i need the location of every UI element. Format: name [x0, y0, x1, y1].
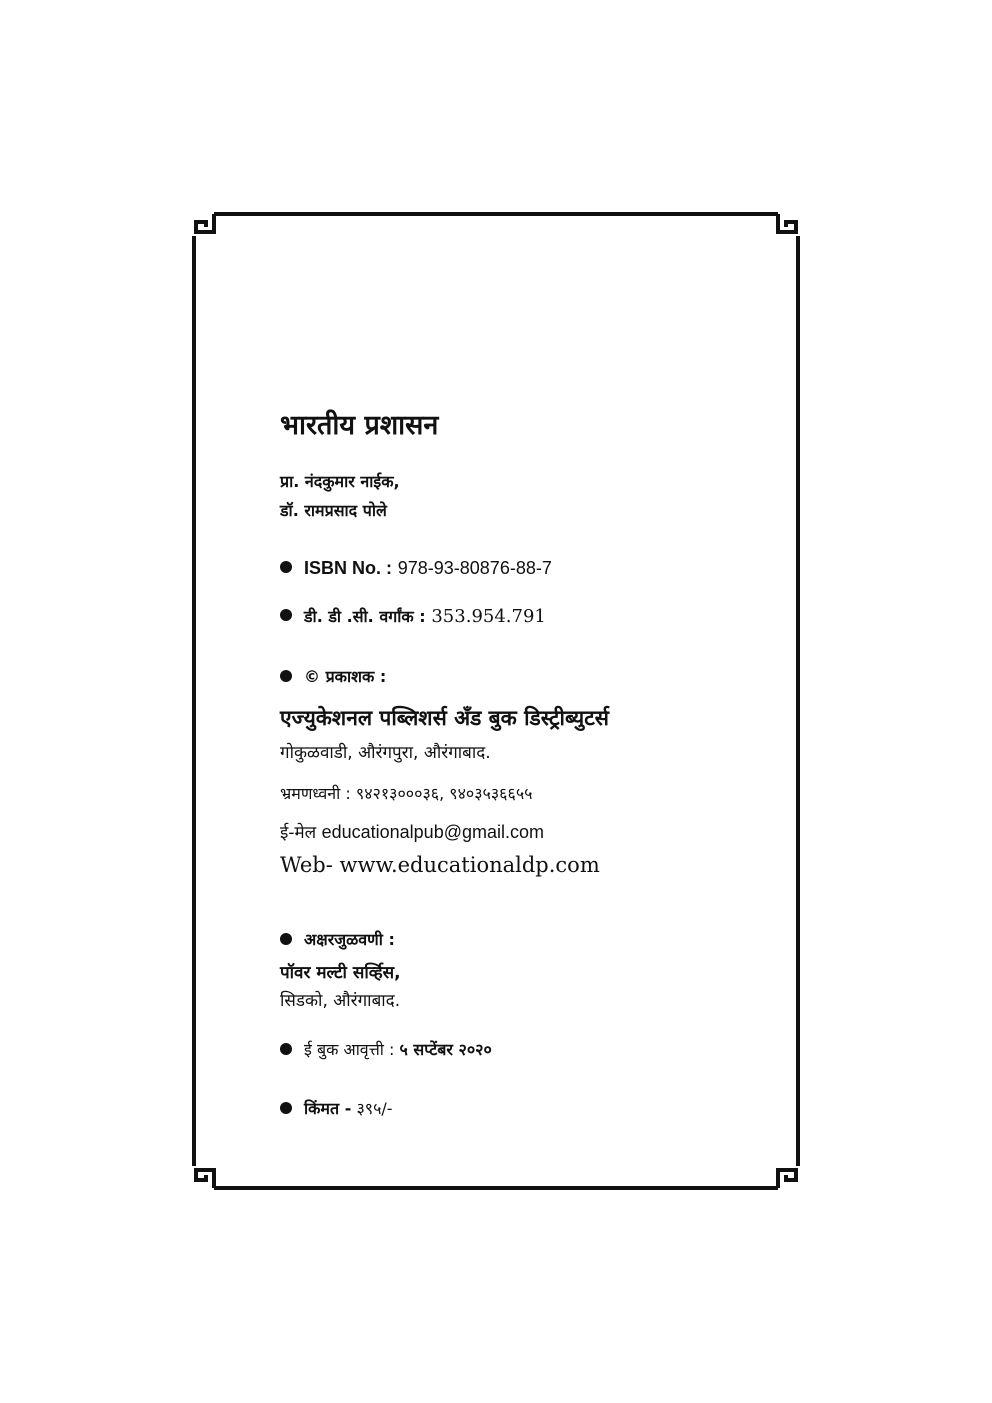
- bullet-icon: [280, 1102, 292, 1114]
- bullet-icon: [280, 561, 292, 573]
- price-label: किंमत -: [304, 1099, 352, 1118]
- typesetting-address: सिडको, औरंगाबाद.: [280, 991, 401, 1011]
- bullet-icon: [280, 670, 292, 682]
- author-2: डॉ. रामप्रसाद पोले: [280, 501, 387, 520]
- bullet-icon: [280, 609, 292, 621]
- ebook-edition-line: [280, 1038, 492, 1060]
- phone-number: ९४२१३०००३६, ९४०३५३६६५५: [355, 784, 533, 803]
- ddc-value: 353.954.791: [431, 606, 546, 627]
- publisher-label-line: [280, 665, 386, 687]
- email-line: [280, 820, 544, 843]
- typesetting-name: पॉवर मल्टी सर्व्हिस,: [280, 963, 401, 983]
- email-label: ई-मेल: [280, 823, 317, 843]
- ebook-edition-label: ई बुक आवृत्ती :: [304, 1040, 395, 1059]
- bullet-icon: [280, 1043, 292, 1055]
- publisher-address: गोकुळवाडी, औरंगपुरा, औरंगाबाद.: [280, 743, 491, 763]
- author-1: प्रा. नंदकुमार नाईक,: [280, 472, 400, 491]
- bullet-icon: [280, 933, 292, 945]
- book-title: भारतीय प्रशासन: [280, 410, 439, 441]
- website: Web- www.educationaldp.com: [280, 853, 600, 877]
- isbn-line: [280, 558, 552, 579]
- ebook-edition-date: ५ सप्टेंबर २०२०: [399, 1040, 492, 1059]
- email-address: educationalpub@gmail.com: [321, 822, 544, 842]
- isbn-value: 978-93-80876-88-7: [397, 558, 552, 578]
- phone-label: भ्रमणध्वनी :: [280, 784, 351, 803]
- price-line: [280, 1097, 393, 1119]
- typesetting-label: अक्षरजुळवणी :: [304, 930, 395, 949]
- publisher-name: एज्युकेशनल पब्लिशर्स अँड बुक डिस्ट्रीब्युटर्स: [280, 706, 609, 730]
- publisher-label: © प्रकाशक :: [304, 667, 387, 686]
- ddc-label: डी. डी .सी. वर्गांक :: [304, 607, 426, 626]
- phone-line: [280, 782, 532, 804]
- isbn-label: ISBN No. :: [304, 558, 392, 578]
- typesetting-label-line: [280, 928, 395, 950]
- ddc-line: [280, 605, 546, 627]
- price-value: ३९५/-: [356, 1099, 393, 1118]
